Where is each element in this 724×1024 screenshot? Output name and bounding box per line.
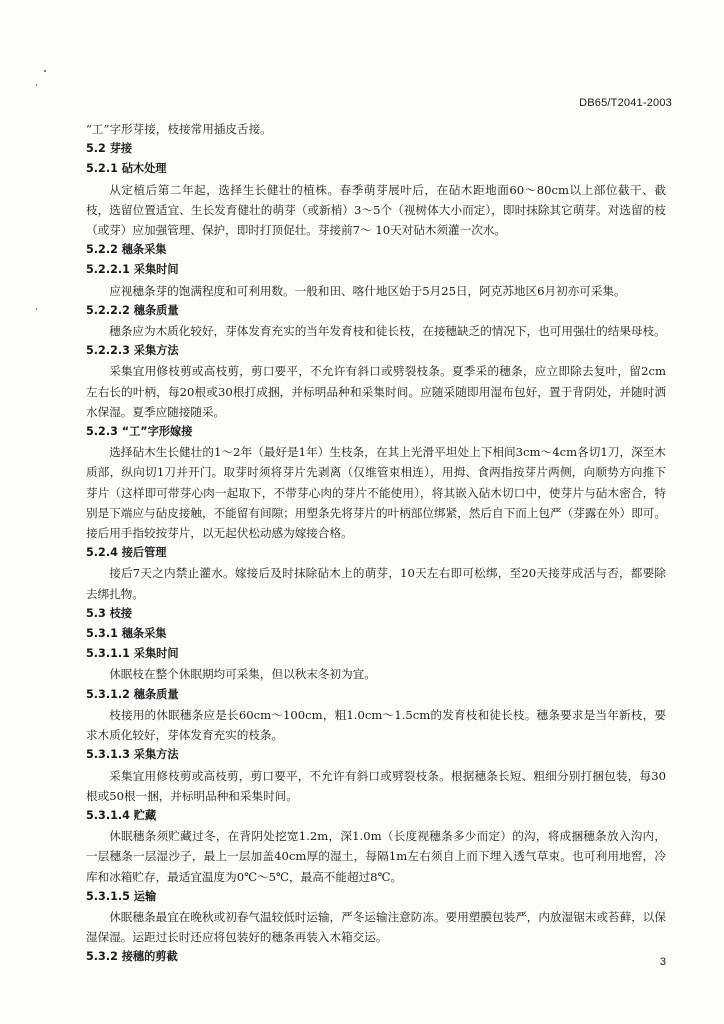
body-paragraph: 休眠枝在整个休眠期均可采集，但以秋末冬初为宜。: [109, 667, 376, 682]
document-body: [86, 119, 666, 968]
page-number: 3: [659, 956, 666, 968]
section-heading: 5.2.2.1 采集时间: [86, 263, 179, 277]
body-paragraph: 枝接用的休眠穗条应是长60cm～100cm，粗1.0cm～1.5cm的发育枝和徒长枝。穗条要求是当年新枝，要求木质化较好，芽体发育充实的枝条。: [86, 707, 666, 743]
scan-speck: [44, 70, 46, 72]
section-heading: 5.2.2.3 采集方法: [86, 344, 179, 358]
section-heading: 5.3.2 接穗的剪截: [86, 950, 178, 964]
body-paragraph: 穗条应为木质化较好，芽体发育充实的当年发育枝和徒长枝，在接穗缺乏的情况下，也可用强壮的结果母枝。: [109, 324, 666, 339]
section-heading: 5.2.2 穗条采集: [86, 243, 167, 257]
body-paragraph: “工”字形芽接，枝接常用插皮舌接。: [86, 122, 272, 136]
body-paragraph: 从定植后第二年起，选择生长健壮的植株。春季萌芽展叶后，在砧木距地面60～80cm以上部位截干、截枝，选留位置适宜、生长发育健壮的萌芽（或新梢）3～5个（视树体大小而定），即时抹除其它萌芽。对选留的枝（或芽）应加强管理、保护，即时打顶促壮。芽接前7～ 10天对砧木须灌一次水。: [86, 182, 666, 238]
section-heading: 5.3 枝接: [86, 606, 133, 620]
section-heading: 5.2.1 砧木处理: [86, 162, 167, 176]
section-heading: 5.2 芽接: [86, 142, 133, 156]
section-heading: 5.3.1 穗条采集: [86, 627, 167, 641]
body-paragraph: 应视穗条芽的饱满程度和可利用数。一般和田、喀什地区始于5月25日，阿克苏地区6月初亦可采集。: [109, 283, 626, 298]
body-paragraph: 采集宜用修枝剪或高枝剪，剪口要平，不允许有斜口或劈裂枝条。根据穗条长短、粗细分别打捆包装，每30根或50根一捆，并标明品种和采集时间。: [86, 768, 666, 803]
body-paragraph: 采集宜用修枝剪或高枝剪，剪口要平，不允许有斜口或劈裂枝条。夏季采的穗条，应立即除去复叶，留2cm左右长的叶柄，每20根或30根打成捆，并标明品种和采集时间。应随采随即用湿布包好，置于背阴处，并随时洒水保湿。夏季应随接随采。: [86, 364, 666, 419]
section-heading: 5.3.1.1 采集时间: [86, 647, 179, 661]
body-paragraph: 选择砧木生长健壮的1～2年（最好是1年）生枝条，在其上光滑平坦处上下相间3cm～4cm各切1刀，深至木质部，纵向切1刀并开门。取芽时须将芽片先剥离（仅维管束相连），用拇、食两指按芽片两侧，向顺势方向推下芽片（这样即可带芽心肉一起取下，不带芽心肉的芽片不能使用），将其嵌入砧木切口中，使芽片与砧木密合，特别是下端应与砧皮接触，不能留有间隙；用塑条先将芽片的叶柄部位绑紧，然后自下而上包严（芽露在外）即可。接后用手指较按芽片，以无起伏松动感为嫁接合格。: [86, 445, 666, 541]
section-heading: 5.3.1.4 贮藏: [86, 808, 157, 822]
body-paragraph: 休眠穗条须贮藏过冬，在背阴处挖宽1.2m，深1.0m（长度视穗条多少而定）的沟，将成捆穗条放入沟内，一层穗条一层湿沙子，最上一层加盖40cm厚的湿土，每隔1m左右须自上而下埋入透气草束。也可利用地窖，冷库和冰箱贮存，最适宜温度为0℃～5℃，最高不能超过8℃。: [86, 829, 666, 884]
scan-speck: [36, 84, 37, 86]
section-heading: 5.2.4 接后管理: [86, 546, 167, 560]
section-heading: 5.3.1.5 运输: [86, 889, 157, 903]
body-paragraph: 休眠穗条最宜在晚秋或初春气温较低时运输，严冬运输注意防冻。要用塑膜包装严，内放湿锯末或苔藓，以保湿保湿。运距过长时还应将包装好的穗条再装入木箱交运。: [86, 909, 666, 945]
scan-speck: [36, 308, 37, 310]
document-code: DB65/T2041-2003: [579, 97, 672, 109]
section-heading: 5.3.1.2 穗条质量: [86, 687, 179, 701]
section-heading: 5.2.2.2 穗条质量: [86, 303, 179, 317]
section-heading: 5.3.1.3 采集方法: [86, 748, 179, 762]
section-heading: 5.2.3 “工”字形嫁接: [86, 425, 193, 439]
body-paragraph: 接后7天之内禁止灌水。嫁接后及时抹除砧木上的萌芽，10天左右即可松绑，至20天接芽成活与否，都要除去绑扎物。: [86, 566, 666, 601]
